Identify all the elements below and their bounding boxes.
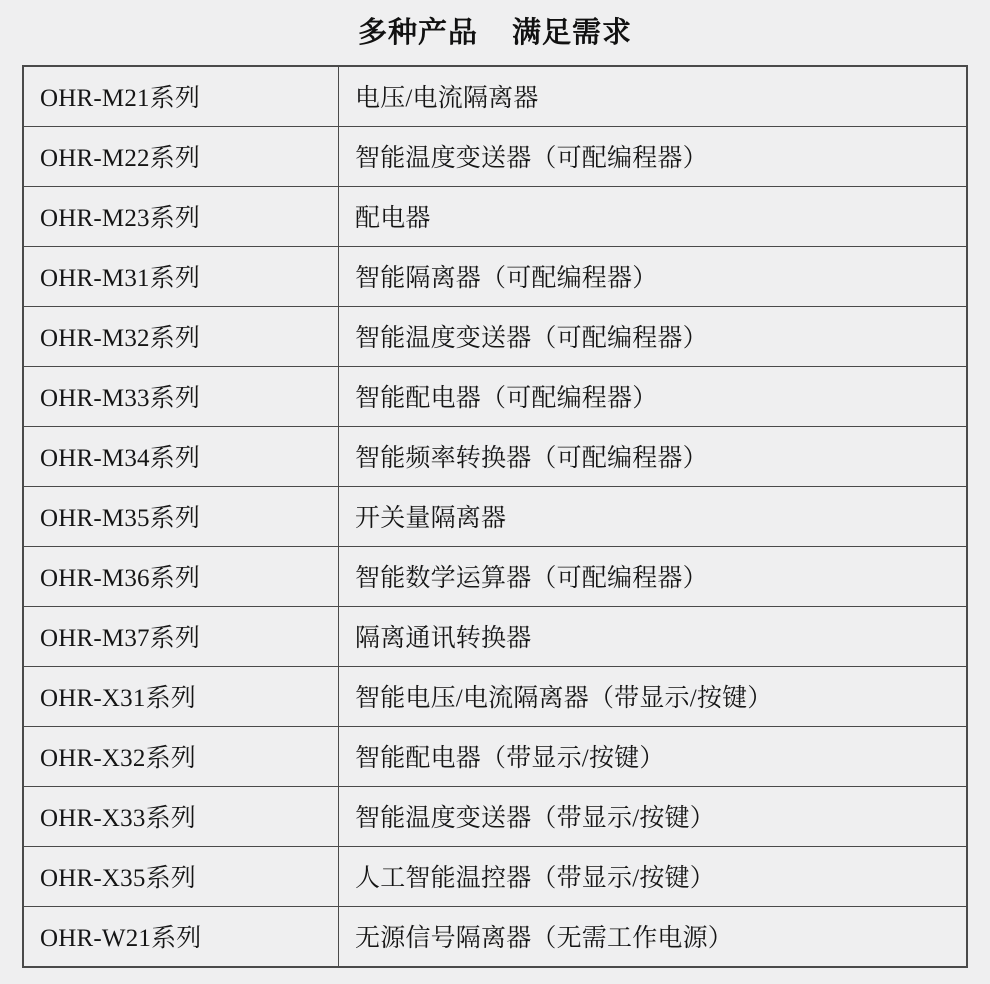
product-description-cell: 智能温度变送器（可配编程器） [339,306,967,366]
product-description-cell: 智能配电器（可配编程器） [339,366,967,426]
product-model-cell: OHR-M37系列 [24,606,339,666]
page-title-part1: 多种产品 [357,17,478,49]
product-model-cell: OHR-W21系列 [24,906,339,966]
product-model-cell: OHR-X32系列 [24,726,339,786]
product-model-cell: OHR-M31系列 [24,246,339,306]
product-model-cell: OHR-M36系列 [24,546,339,606]
table-row [24,246,966,306]
table-row [24,67,966,127]
product-model-cell: OHR-X33系列 [24,786,339,846]
product-description-cell: 开关量隔离器 [339,486,967,546]
table-row [24,606,966,666]
table-row [24,546,966,606]
product-table [24,67,966,966]
product-description-cell: 电压/电流隔离器 [339,67,967,127]
product-model-cell: OHR-X35系列 [24,846,339,906]
product-description-cell: 配电器 [339,186,967,246]
page-title-part2: 满足需求 [512,17,633,49]
product-model-cell: OHR-M32系列 [24,306,339,366]
page-title [0,0,990,65]
product-description-cell: 智能温度变送器（可配编程器） [339,126,967,186]
product-model-cell: OHR-M34系列 [24,426,339,486]
table-row [24,126,966,186]
table-row [24,786,966,846]
product-description-cell: 智能温度变送器（带显示/按键） [339,786,967,846]
table-row [24,486,966,546]
product-model-cell: OHR-M21系列 [24,67,339,127]
table-row [24,306,966,366]
product-model-cell: OHR-M35系列 [24,486,339,546]
table-row [24,426,966,486]
table-row [24,186,966,246]
product-description-cell: 智能隔离器（可配编程器） [339,246,967,306]
product-description-cell: 智能频率转换器（可配编程器） [339,426,967,486]
product-description-cell: 智能电压/电流隔离器（带显示/按键） [339,666,967,726]
product-table-body [24,67,966,966]
product-description-cell: 人工智能温控器（带显示/按键） [339,846,967,906]
product-description-cell: 智能数学运算器（可配编程器） [339,546,967,606]
product-model-cell: OHR-M23系列 [24,186,339,246]
product-table-container [22,65,968,968]
table-row [24,906,966,966]
product-model-cell: OHR-M22系列 [24,126,339,186]
table-row [24,366,966,426]
table-row [24,666,966,726]
table-row [24,726,966,786]
product-model-cell: OHR-X31系列 [24,666,339,726]
product-description-cell: 无源信号隔离器（无需工作电源） [339,906,967,966]
table-row [24,846,966,906]
product-description-cell: 隔离通讯转换器 [339,606,967,666]
product-description-cell: 智能配电器（带显示/按键） [339,726,967,786]
product-model-cell: OHR-M33系列 [24,366,339,426]
